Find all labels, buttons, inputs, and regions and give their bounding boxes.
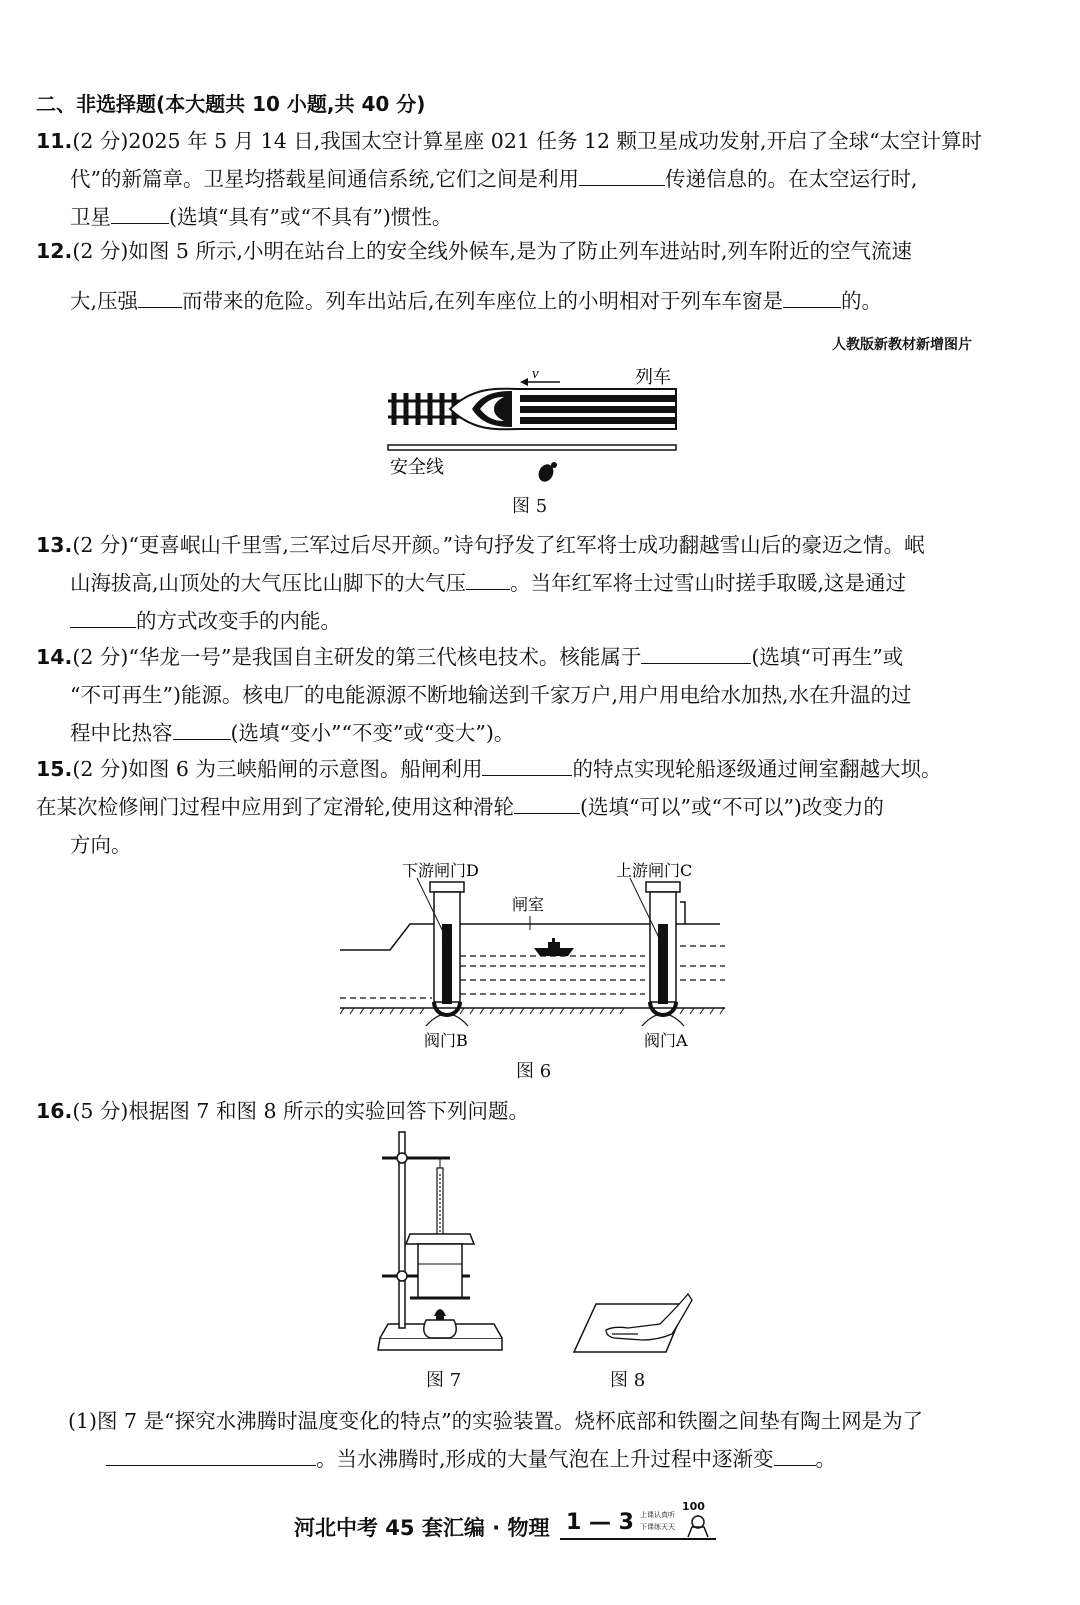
footer-slogan-top: 上课认真听 — [640, 1511, 675, 1519]
q15-line1a: (2 分)如图 6 为三峡船闸的示意图。船闸利用 — [72, 757, 483, 781]
answer-blank[interactable] — [70, 609, 136, 628]
figure-7-caption: 图 7 — [426, 1370, 462, 1391]
answer-blank[interactable] — [466, 571, 510, 590]
q12-line2a: 大,压强 — [70, 289, 139, 313]
answer-blank[interactable] — [106, 1447, 316, 1466]
q14-line2: “不可再生”)能源。核电厂的电能源源不断地输送到千家万户,用户用电给水加热,水在升温的过 — [70, 683, 912, 707]
answer-blank[interactable] — [579, 167, 665, 186]
valve-b-label: 阀门B — [424, 1031, 468, 1050]
q14-line3a: 程中比热容 — [70, 721, 173, 745]
section-title: 二、非选择题(本大题共 10 小题,共 40 分) — [36, 92, 426, 116]
new-figure-note: 人教版新教材新增图片 — [832, 337, 972, 353]
figure-5-train-diagram — [380, 365, 690, 495]
answer-blank[interactable] — [641, 645, 751, 664]
q15-line3: 方向。 — [70, 833, 132, 857]
answer-blank[interactable] — [173, 721, 231, 740]
alcohol-lamp-icon — [424, 1309, 457, 1338]
q13-line2a: 山海拔高,山顶处的大气压比山脚下的大气压 — [70, 571, 467, 595]
question-number: 15. — [36, 757, 73, 781]
figure-8-hand-diagram — [566, 1290, 706, 1360]
q13-line2b: 。当年红军将士过雪山时搓手取暖,这是通过 — [510, 571, 907, 595]
gate-c-label: 上游闸门C — [616, 861, 693, 880]
ship-icon — [534, 938, 574, 956]
q15-line1b: 的特点实现轮船逐级通过闸室翻越大坝。 — [572, 757, 942, 781]
q15-line2b: (选填“可以”或“不可以”)改变力的 — [580, 795, 884, 819]
train-label: 列车 — [635, 367, 671, 388]
footer-slogan-bottom: 下课练天天 — [640, 1523, 675, 1531]
q11-line3a: 卫星 — [70, 205, 111, 229]
figure-6-ship-lock-diagram — [340, 858, 730, 1058]
question-number: 11. — [36, 129, 73, 153]
q16-part1-line1: (1)图 7 是“探究水沸腾时温度变化的特点”的实验装置。烧杯底部和铁圈之间垫有陶土网是为了 — [68, 1409, 924, 1433]
mascot-logo-icon — [682, 1500, 714, 1540]
footer-page-number: 1 — 3 — [566, 1510, 634, 1535]
person-icon — [536, 462, 557, 484]
q14-line1b: (选填“可再生”或 — [751, 645, 904, 669]
q16-line1: (5 分)根据图 7 和图 8 所示的实验回答下列问题。 — [72, 1099, 530, 1123]
question-number: 16. — [36, 1099, 73, 1123]
q11-line2a: 代”的新篇章。卫星均搭载星间通信系统,它们之间是利用 — [70, 167, 579, 191]
figure-6-caption: 图 6 — [516, 1061, 552, 1082]
velocity-label: v — [532, 366, 539, 382]
answer-blank[interactable] — [514, 795, 580, 814]
question-number: 13. — [36, 533, 73, 557]
q11-line3b: (选填“具有”或“不具有”)惯性。 — [169, 205, 453, 229]
beaker-icon — [406, 1234, 474, 1298]
q13-line3b: 的方式改变手的内能。 — [136, 609, 341, 633]
q14-line1a: (2 分)“华龙一号”是我国自主研发的第三代核电技术。核能属于 — [72, 645, 642, 669]
q14-line3b: (选填“变小”“不变”或“变大”)。 — [230, 721, 515, 745]
answer-blank[interactable] — [774, 1447, 816, 1466]
q11-line2b: 传递信息的。在太空运行时, — [665, 167, 918, 191]
safety-line — [388, 445, 676, 450]
answer-blank[interactable] — [138, 289, 182, 308]
train-icon — [450, 389, 676, 430]
q13-line1: (2 分)“更喜岷山千里雪,三军过后尽开颜。”诗句抒发了红军将士成功翻越雪山后的豪迈之情。岷 — [72, 533, 925, 557]
q16-part1-line2c: 。 — [815, 1447, 837, 1471]
gate-c-icon — [642, 882, 685, 1026]
q15-line2a: 在某次检修闸门过程中应用到了定滑轮,使用这种滑轮 — [36, 795, 515, 819]
logo-text: 100 — [682, 1500, 705, 1513]
q12-line2b: 而带来的危险。列车出站后,在列车座位上的小明相对于列车车窗是 — [182, 289, 784, 313]
safety-line-label: 安全线 — [390, 457, 444, 478]
q11-line1: (2 分)2025 年 5 月 14 日,我国太空计算星座 021 任务 12 颗卫星成功发射,开启了全球“太空计算时 — [72, 129, 983, 153]
gate-d-label: 下游闸门D — [402, 861, 479, 880]
question-number: 14. — [36, 645, 73, 669]
answer-blank[interactable] — [482, 757, 572, 776]
figure-8-caption: 图 8 — [610, 1370, 646, 1391]
footer-title: 河北中考 45 套汇编 · 物理 — [294, 1516, 550, 1540]
question-number: 12. — [36, 239, 73, 263]
figure-7-boiling-apparatus — [370, 1128, 510, 1370]
q12-line2c: 的。 — [841, 289, 883, 313]
q16-part1-line2b: 。当水沸腾时,形成的大量气泡在上升过程中逐渐变 — [316, 1447, 774, 1471]
figure-5-caption: 图 5 — [512, 496, 548, 517]
answer-blank[interactable] — [783, 289, 841, 308]
q12-line1: (2 分)如图 5 所示,小明在站台上的安全线外候车,是为了防止列车进站时,列车附近的空气流速 — [72, 239, 913, 263]
gate-d-icon — [426, 882, 468, 1026]
answer-blank[interactable] — [111, 205, 169, 224]
valve-a-label: 阀门A — [644, 1031, 688, 1050]
chamber-label: 闸室 — [512, 895, 545, 914]
